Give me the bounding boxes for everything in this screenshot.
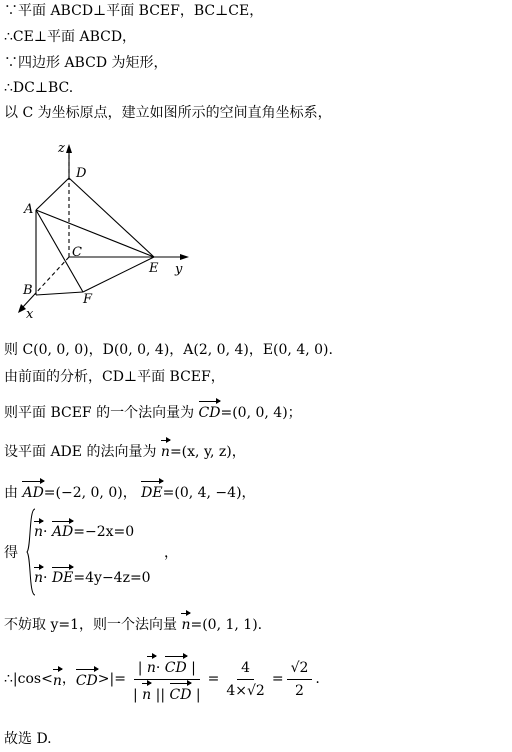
line-3: ∵四边形 ABCD 为矩形， xyxy=(4,55,168,71)
equation-2: n· DE=4y−4z=0 xyxy=(34,566,151,586)
line-8: 则平面 BCEF 的一个法向量为 CD=(0, 0, 4)； xyxy=(4,400,302,422)
line-9: 设平面 ADE 的法向量为 n=(x, y, z)， xyxy=(4,439,246,461)
label-y: y xyxy=(175,262,183,277)
fraction-2: $\frac{4}{4\times√2}$ xyxy=(226,659,265,699)
line-10: 由 AD=(−2, 0, 0)， DE=(0, 4, −4)， xyxy=(4,480,256,502)
label-E: E xyxy=(149,261,159,276)
label-D: D xyxy=(76,166,87,181)
label-C: C xyxy=(72,245,82,260)
label-x: x xyxy=(26,307,34,322)
label-z: z xyxy=(58,141,65,156)
line-1: ∵平面 ABCD⊥平面 BCEF，BC⊥CE， xyxy=(4,3,264,19)
system-comma: ， xyxy=(164,545,178,561)
line-4: ∴DC⊥BC. xyxy=(4,80,74,96)
line-12: 不妨取 y=1，则一个法向量 n=(0, 1, 1). xyxy=(4,612,262,634)
line-6: 则 C(0, 0, 0)，D(0, 0, 4)，A(2, 0, 4)，E(0, 4, 0). xyxy=(4,342,333,358)
label-A: A xyxy=(24,202,34,217)
line-14: 故选 D. xyxy=(4,731,52,747)
line-5: 以 C 为坐标原点，建立如图所示的空间直角坐标系， xyxy=(4,105,332,121)
fraction-3: $\frac{√2}{2}$ xyxy=(287,659,313,700)
label-B: B xyxy=(23,283,33,298)
de-label: 得 xyxy=(4,545,18,561)
equation-1: n· AD=−2x=0 xyxy=(34,520,134,540)
label-F: F xyxy=(83,292,93,307)
line-13: ∴|cos< n ， CD >|= $\frac{| n\cdot CD |}{| n || CD |}$ = $\frac{4}{4\times√2}$ = $\frac{√2}{2}$ . xyxy=(4,654,320,704)
line-7: 由前面的分析，CD⊥平面 BCEF， xyxy=(4,369,225,385)
fraction-1: $\frac{| n\cdot CD |}{| n || CD |}$ xyxy=(129,655,205,704)
line-2: ∴CE⊥平面 ABCD， xyxy=(4,29,137,45)
coordinate-figure xyxy=(14,138,204,324)
